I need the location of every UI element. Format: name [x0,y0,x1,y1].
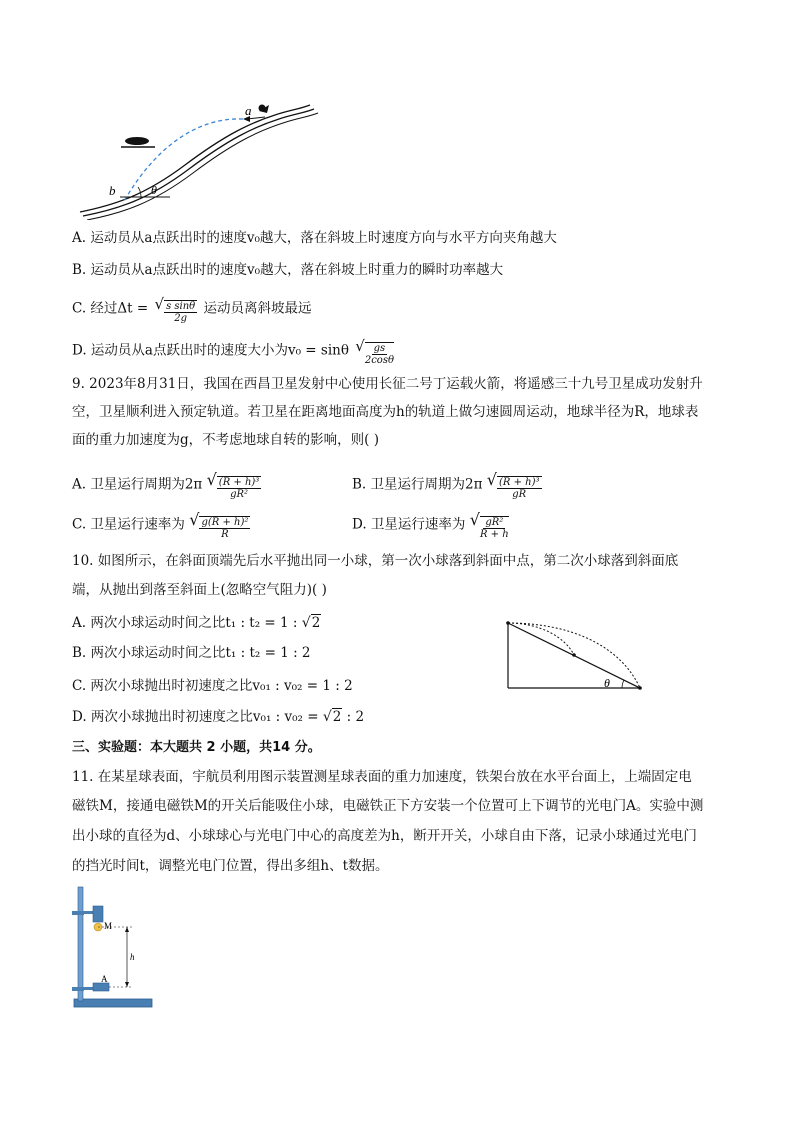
q9-c-prefix: C. 卫星运行速率为 [72,516,185,533]
q10-option-c: C. 两次小球抛出时初速度之比v₀₁ : v₀₂ = 1 : 2 [72,678,353,694]
q9-b-den: gR [512,489,527,500]
q10-d-prefix: D. 两次小球抛出时初速度之比v₀₁ : v₀₂ = [72,709,319,725]
q10-option-d: D. 两次小球抛出时初速度之比v₀₁ : v₀₂ = √2 : 2 [72,709,365,725]
q10-stem-line1: 10. 如图所示，在斜面顶端先后水平抛出同一小球，第一次小球落到斜面中点，第二次小球落到斜面底 [72,553,679,569]
label-b: b [109,183,116,198]
q9-option-b: B. 卫星运行周期为2π √ $\frac{\text{(R + h)³}}{gR}$ [352,470,540,500]
iron-stand-figure [70,885,160,1010]
q11-stem-line2: 磁铁M，接通电磁铁M的开关后能吸住小球，电磁铁正下方安装一个位置可上下调节的光电门A。实验中测 [72,798,704,814]
q9-b-prefix: B. 卫星运行周期为2π [352,476,483,493]
q8-option-c: C. 经过Δt = √ $\frac{\text{s sinθ}}{2g}$ 运动员离斜坡最远 [72,295,312,324]
q9-c-num: g(R + h)² [201,517,249,528]
q9-c-den: R [221,529,229,540]
stand-label-h: h [130,952,135,962]
q8-option-c-suffix: 运动员离斜坡最远 [203,300,312,317]
q11-stem-line4: 的挡光时间t，调整光电门位置，得出多组h、t数据。 [72,858,389,874]
q9-d-den: R + h [479,529,509,540]
q8-option-c-prefix: C. 经过Δt = [72,300,149,317]
q9-option-d: D. 卫星运行速率为 √ $\frac{\text{gR²}}{R + h}$ [352,510,509,540]
q9-stem-line3: 面的重力加速度为g，不考虑地球自转的影响，则( ) [72,432,379,448]
q10-option-b: B. 两次小球运动时间之比t₁ : t₂ = 1 : 2 [72,645,311,661]
q11-stem-line1: 11. 在某星球表面，宇航员利用图示装置测星球表面的重力加速度，铁架台放在水平台面上，上端固定电 [72,769,692,785]
stand-label-a: A [101,974,108,984]
q8-option-a: A. 运动员从a点跃出时的速度v₀越大，落在斜坡上时速度方向与水平方向夹角越大 [72,230,557,246]
q8-option-b: B. 运动员从a点跃出时的速度v₀越大，落在斜坡上时重力的瞬时功率越大 [72,262,504,278]
q10-stem-line2: 端，从抛出到落至斜面上(忽略空气阻力)( ) [72,582,327,598]
q8-c-den: 2g [174,313,188,324]
q9-a-num: (R + h)³ [218,477,260,488]
q9-d-prefix: D. 卫星运行速率为 [352,516,466,533]
section-3-heading: 三、实验题：本大题共 2 小题，共14 分。 [72,740,321,755]
q8-d-num: gs [373,343,386,354]
incline-theta: θ [604,676,610,690]
stand-label-m: M [104,921,113,931]
incline-figure [500,615,650,695]
q10-option-a: A. 两次小球运动时间之比t₁ : t₂ = 1 : √2 [72,615,321,631]
q8-option-d-prefix: D. 运动员从a点跃出时的速度大小为v₀ = sinθ [72,342,349,359]
q9-a-prefix: A. 卫星运行周期为2π [72,476,203,493]
q10-d-root: 2 [332,709,342,725]
label-a: a [245,103,252,118]
q9-stem-line1: 9. 2023年8月31日，我国在西昌卫星发射中心使用长征二号丁运载火箭，将遥感三十九号卫星成功发射升 [72,376,703,392]
q8-d-den: 2cosθ [364,355,394,366]
q9-stem-line2: 空，卫星顺利进入预定轨道。若卫星在距离地面高度为h的轨道上做匀速圆周运动，地球半径为R，地球表 [72,404,699,420]
q8-option-d: D. 运动员从a点跃出时的速度大小为v₀ = sinθ √ $\frac{gs}{2\cos\theta}$ [72,337,394,366]
label-theta: θ [151,183,157,197]
q8-c-num: s sinθ [166,301,196,312]
q9-option-c: C. 卫星运行速率为 √ $\frac{\text{g(R + h)²}}{R}$ [72,510,249,540]
ski-jump-figure [75,95,325,220]
q10-d-suffix: : 2 [346,709,365,725]
q10-a-prefix: A. 两次小球运动时间之比t₁ : t₂ = 1 : [72,615,298,631]
q11-stem-line3: 出小球的直径为d、小球球心与光电门中心的高度差为h，断开开关，小球自由下落，记录小球通过光电门 [72,828,697,844]
q9-option-a: A. 卫星运行周期为2π √ $\frac{\text{(R + h)³}}{\text{gR²}}$ [72,470,260,500]
q9-a-den: gR² [230,489,249,500]
q9-b-num: (R + h)³ [498,477,540,488]
q9-d-num: gR² [485,517,504,528]
q10-a-root: 2 [311,615,321,631]
